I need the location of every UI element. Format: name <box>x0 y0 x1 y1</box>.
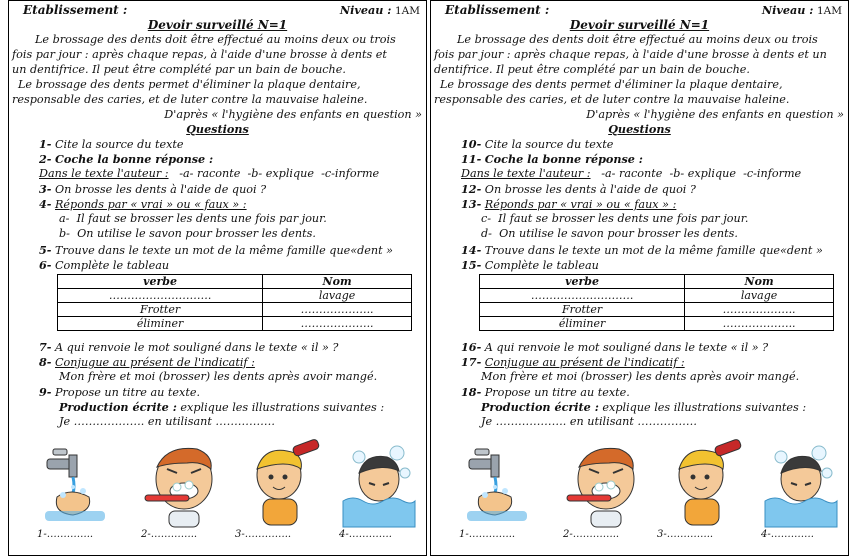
question-2: 11- Coche la bonne réponse : <box>461 152 643 166</box>
hand-washing-icon <box>459 439 539 529</box>
illustration-label: 1-………….. <box>459 529 516 540</box>
tooth-brushing-icon <box>139 439 229 529</box>
table-row: Frotter ……………….. <box>480 303 834 317</box>
bathing-icon <box>761 439 841 529</box>
illustration-label: 4-…………. <box>761 529 814 540</box>
question-4-item: d- On utilise le savon pour brosser les dents. <box>481 227 738 240</box>
text-source: D'après « l'hygiène des enfants en question » <box>164 108 422 121</box>
production-line: Je ………………. en utilisant ……………. <box>481 415 697 428</box>
question-8-sentence: Mon frère et moi (brosser) les dents après avoir mangé. <box>481 370 800 383</box>
tooth-brushing-icon <box>561 439 651 529</box>
header-niveau: Niveau : 1AM <box>339 3 420 17</box>
question-8: 17- Conjugue au présent de l'indicatif : <box>461 355 685 369</box>
table-header-verbe: verbe <box>58 275 263 289</box>
text-line: fois par jour : après chaque repas, à l'aide d'une brosse à dents et un <box>434 48 827 61</box>
question-2-choices: Dans le texte l'auteur : -a- raconte -b- explique -c-informe <box>461 167 802 180</box>
question-1: 1- Cite la source du texte <box>39 137 184 151</box>
question-2: 2- Coche la bonne réponse : <box>39 152 214 166</box>
worksheet-right <box>430 0 849 556</box>
question-3: 12- On brosse les dents à l'aide de quoi ? <box>461 182 696 196</box>
text-line: Le brossage des dents permet d'éliminer la plaque dentaire, <box>18 78 361 91</box>
hand-washing-icon <box>37 439 117 529</box>
table-row: ………………………. lavage <box>480 289 834 303</box>
question-4: 4- Réponds par « vrai » ou « faux » : <box>39 197 247 211</box>
page-title: Devoir surveillé N=1 <box>147 18 288 32</box>
text-line: fois par jour : après chaque repas, à l'aide d'une brosse à dents et <box>12 48 387 61</box>
question-8-sentence: Mon frère et moi (brosser) les dents après avoir mangé. <box>59 370 378 383</box>
production-ecrite: Production écrite : explique les illustrations suivantes : <box>59 400 385 414</box>
question-3: 3- On brosse les dents à l'aide de quoi ? <box>39 182 267 196</box>
question-7: 16- A qui renvoie le mot souligné dans le texte « il » ? <box>461 340 769 354</box>
table-row: ………………………. lavage <box>58 289 412 303</box>
completion-table <box>479 274 834 331</box>
page-title: Devoir surveillé N=1 <box>569 18 710 32</box>
question-4-item: a- Il faut se brosser les dents une fois par jour. <box>59 212 327 225</box>
illustrations <box>9 439 426 529</box>
question-4-item: c- Il faut se brosser les dents une fois par jour. <box>481 212 749 225</box>
table-row: éliminer ……………….. <box>58 317 412 331</box>
questions-title: Questions <box>186 122 249 136</box>
text-line: responsable des caries, et de luter contre la mauvaise haleine. <box>434 93 790 106</box>
production-ecrite: Production écrite : explique les illustrations suivantes : <box>481 400 807 414</box>
question-9: 18- Propose un titre au texte. <box>461 385 630 399</box>
question-5: 14- Trouve dans le texte un mot de la même famille que«dent » <box>461 243 823 257</box>
question-5: 5- Trouve dans le texte un mot de la même famille que«dent » <box>39 243 394 257</box>
table-row: éliminer ……………….. <box>480 317 834 331</box>
table-header-nom: Nom <box>685 275 834 289</box>
question-6: 6- Complète le tableau <box>39 258 170 272</box>
text-line: Le brossage des dents permet d'éliminer la plaque dentaire, <box>440 78 783 91</box>
worksheet-left <box>8 0 427 556</box>
text-line: dentifrice. Il peut être complété par un bain de bouche. <box>434 63 750 76</box>
bathing-icon <box>339 439 419 529</box>
question-2-choices: Dans le texte l'auteur : -a- raconte -b- explique -c-informe <box>39 167 380 180</box>
question-6: 15- Complète le tableau <box>461 258 599 272</box>
header-etablissement: Etablissement : <box>445 3 550 17</box>
header-etablissement: Etablissement : <box>23 3 128 17</box>
hair-combing-icon <box>241 439 331 529</box>
illustration-label: 4-…………. <box>339 529 392 540</box>
text-line: responsable des caries, et de luter contre la mauvaise haleine. <box>12 93 368 106</box>
illustration-label: 3-………….. <box>235 529 292 540</box>
questions-title: Questions <box>608 122 671 136</box>
text-line: Le brossage des dents doit être effectué au moins deux ou trois <box>35 33 396 46</box>
table-row: Frotter ……………….. <box>58 303 412 317</box>
question-4: 13- Réponds par « vrai » ou « faux » : <box>461 197 677 211</box>
header-niveau: Niveau : 1AM <box>761 3 842 17</box>
question-4-item: b- On utilise le savon pour brosser les dents. <box>59 227 316 240</box>
illustrations <box>431 439 848 529</box>
illustration-label: 2-………….. <box>141 529 198 540</box>
text-line: Le brossage des dents doit être effectué au moins deux ou trois <box>457 33 818 46</box>
table-header-verbe: verbe <box>480 275 685 289</box>
question-9: 9- Propose un titre au texte. <box>39 385 201 399</box>
text-source: D'après « l'hygiène des enfants en question » <box>586 108 844 121</box>
text-line: un dentifrice. Il peut être complété par un bain de bouche. <box>12 63 346 76</box>
illustration-label: 1-………….. <box>37 529 94 540</box>
question-7: 7- A qui renvoie le mot souligné dans le texte « il » ? <box>39 340 339 354</box>
question-8: 8- Conjugue au présent de l'indicatif : <box>39 355 255 369</box>
completion-table <box>57 274 412 331</box>
production-line: Je ………………. en utilisant ……………. <box>59 415 275 428</box>
question-1: 10- Cite la source du texte <box>461 137 614 151</box>
table-header-nom: Nom <box>263 275 412 289</box>
illustration-label: 3-………….. <box>657 529 714 540</box>
hair-combing-icon <box>663 439 753 529</box>
illustration-label: 2-………….. <box>563 529 620 540</box>
